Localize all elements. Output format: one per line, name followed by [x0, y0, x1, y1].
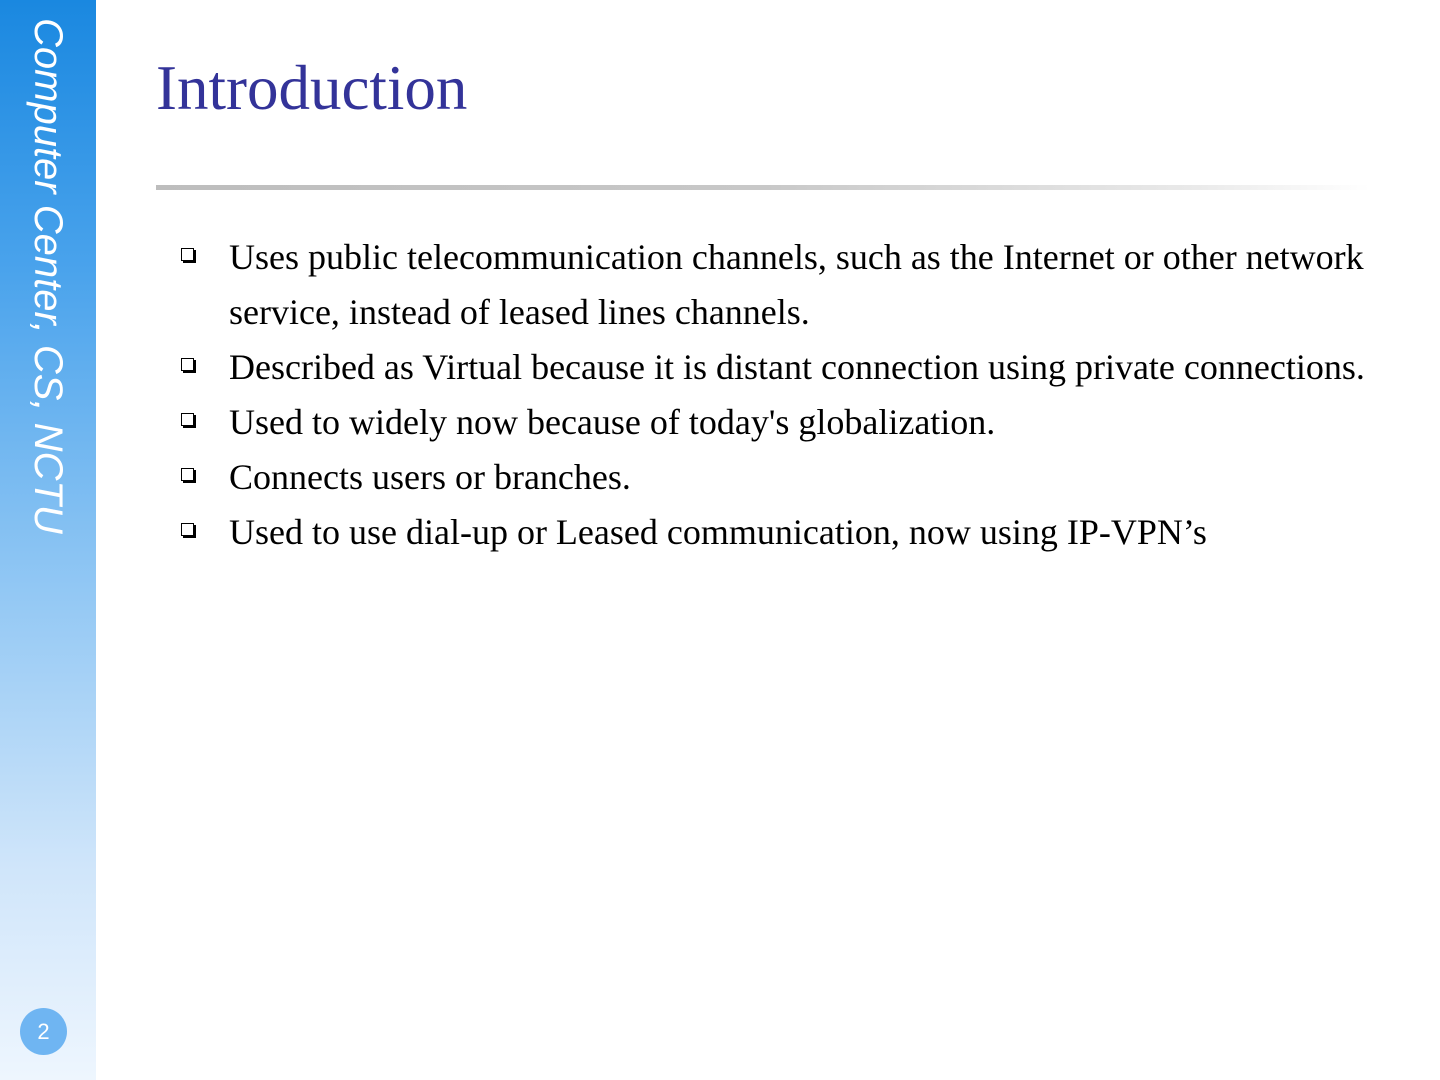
bullet-text: Used to use dial-up or Leased communication, now using IP-VPN’s — [229, 512, 1207, 552]
title-divider — [156, 185, 1370, 190]
bullet-item — [180, 450, 1370, 505]
checkbox-square-icon — [181, 413, 194, 426]
bullet-list — [180, 230, 1370, 560]
bullet-item — [180, 395, 1370, 450]
slide-title: Introduction — [156, 53, 468, 123]
bullet-text: Uses public telecommunication channels, such as the Internet or other network service, instead of leased lines channels. — [229, 237, 1364, 332]
page-number-badge: 2 — [20, 1008, 67, 1055]
bullet-item — [180, 230, 1370, 340]
bullet-item — [180, 505, 1370, 560]
bullet-text: Connects users or branches. — [229, 457, 631, 497]
sidebar — [0, 0, 96, 1080]
checkbox-square-icon — [181, 248, 194, 261]
bullet-text: Used to widely now because of today's globalization. — [229, 402, 996, 442]
bullet-text: Described as Virtual because it is distant connection using private connections. — [229, 347, 1365, 387]
checkbox-square-icon — [181, 523, 194, 536]
checkbox-square-icon — [181, 358, 194, 371]
checkbox-square-icon — [181, 468, 194, 481]
bullet-item — [180, 340, 1370, 395]
sidebar-vertical-text: Computer Center, CS, NCTU — [26, 18, 70, 534]
